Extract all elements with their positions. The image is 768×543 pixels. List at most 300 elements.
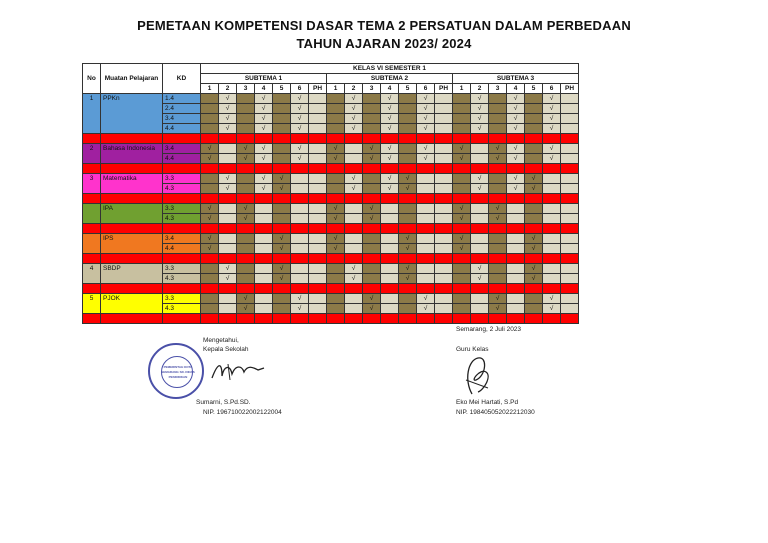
empty-cell [507, 304, 525, 314]
separator-cell [363, 194, 381, 204]
separator-cell [201, 314, 219, 324]
check-cell: √ [471, 124, 489, 134]
separator-cell [489, 224, 507, 234]
empty-cell [363, 104, 381, 114]
kd-code: 4.4 [163, 154, 201, 164]
empty-cell [327, 94, 345, 104]
subject-name: IPS [101, 234, 163, 254]
table-row [83, 294, 579, 304]
empty-cell [435, 144, 453, 154]
empty-cell [309, 214, 327, 224]
check-cell: √ [327, 204, 345, 214]
empty-cell [309, 304, 327, 314]
check-cell: √ [453, 144, 471, 154]
empty-cell [561, 264, 579, 274]
separator-cell [83, 224, 101, 234]
empty-cell [255, 274, 273, 284]
separator-cell [163, 134, 201, 144]
header-lesson-col: 2 [219, 84, 237, 94]
check-cell: √ [345, 264, 363, 274]
check-cell: √ [219, 174, 237, 184]
subject-number: 5 [83, 294, 101, 314]
kd-code: 3.4 [163, 114, 201, 124]
empty-cell [327, 114, 345, 124]
empty-cell [381, 274, 399, 284]
check-cell: √ [381, 184, 399, 194]
separator-row [83, 314, 579, 324]
check-cell: √ [381, 144, 399, 154]
separator-cell [435, 134, 453, 144]
check-cell: √ [399, 274, 417, 284]
principal-role: Kepala Sekolah [203, 346, 249, 353]
check-cell: √ [219, 274, 237, 284]
empty-cell [525, 154, 543, 164]
check-cell: √ [363, 154, 381, 164]
separator-cell [525, 224, 543, 234]
separator-cell [309, 164, 327, 174]
empty-cell [219, 234, 237, 244]
separator-cell [273, 194, 291, 204]
check-cell: √ [219, 114, 237, 124]
empty-cell [471, 294, 489, 304]
separator-cell [163, 254, 201, 264]
empty-cell [273, 114, 291, 124]
separator-cell [435, 194, 453, 204]
separator-cell [489, 134, 507, 144]
empty-cell [561, 304, 579, 314]
separator-cell [101, 224, 163, 234]
principal-nip: NIP. 196710022002122004 [203, 409, 282, 416]
empty-cell [201, 274, 219, 284]
header-lesson-col: 3 [489, 84, 507, 94]
separator-cell [83, 284, 101, 294]
separator-cell [163, 164, 201, 174]
empty-cell [327, 264, 345, 274]
check-cell: √ [345, 94, 363, 104]
check-cell: √ [471, 114, 489, 124]
empty-cell [345, 304, 363, 314]
separator-cell [507, 194, 525, 204]
check-cell: √ [507, 94, 525, 104]
check-cell: √ [219, 124, 237, 134]
empty-cell [453, 294, 471, 304]
empty-cell [309, 204, 327, 214]
separator-cell [381, 254, 399, 264]
separator-row [83, 284, 579, 294]
header-no: No [83, 64, 101, 94]
separator-cell [309, 224, 327, 234]
separator-cell [561, 134, 579, 144]
empty-cell [471, 154, 489, 164]
header-lesson-col: 3 [363, 84, 381, 94]
empty-cell [381, 304, 399, 314]
header-lesson-col: 1 [453, 84, 471, 94]
empty-cell [435, 104, 453, 114]
separator-cell [345, 284, 363, 294]
separator-cell [201, 224, 219, 234]
empty-cell [525, 214, 543, 224]
empty-cell [291, 184, 309, 194]
check-cell: √ [273, 184, 291, 194]
empty-cell [381, 264, 399, 274]
separator-cell [237, 254, 255, 264]
separator-cell [309, 194, 327, 204]
empty-cell [489, 114, 507, 124]
separator-cell [255, 134, 273, 144]
separator-cell [273, 314, 291, 324]
empty-cell [219, 214, 237, 224]
empty-cell [471, 144, 489, 154]
separator-cell [291, 314, 309, 324]
check-cell: √ [291, 294, 309, 304]
check-cell: √ [507, 174, 525, 184]
kd-code: 1.4 [163, 94, 201, 104]
table-row [83, 234, 579, 244]
check-cell: √ [327, 144, 345, 154]
separator-cell [471, 164, 489, 174]
kd-code: 4.3 [163, 184, 201, 194]
separator-cell [453, 164, 471, 174]
check-cell: √ [219, 264, 237, 274]
empty-cell [201, 294, 219, 304]
separator-cell [471, 314, 489, 324]
subject-number: 2 [83, 144, 101, 164]
separator-cell [345, 164, 363, 174]
check-cell: √ [201, 214, 219, 224]
check-cell: √ [507, 104, 525, 114]
separator-cell [507, 134, 525, 144]
separator-cell [471, 134, 489, 144]
stamp-text: PEMERINTAH KOTA SEMARANG SD. DINAS PENDIDIKAN [161, 365, 195, 379]
empty-cell [381, 294, 399, 304]
check-cell: √ [381, 124, 399, 134]
check-cell: √ [345, 184, 363, 194]
empty-cell [291, 244, 309, 254]
empty-cell [327, 174, 345, 184]
empty-cell [525, 144, 543, 154]
separator-cell [101, 164, 163, 174]
separator-cell [399, 164, 417, 174]
separator-cell [363, 134, 381, 144]
empty-cell [291, 174, 309, 184]
separator-cell [219, 164, 237, 174]
empty-cell [417, 244, 435, 254]
acknowledged-label: Mengetahui, [203, 337, 239, 344]
separator-cell [237, 284, 255, 294]
separator-cell [471, 194, 489, 204]
header-lesson-col: 3 [237, 84, 255, 94]
empty-cell [489, 244, 507, 254]
header-lesson-col: 1 [327, 84, 345, 94]
separator-cell [435, 164, 453, 174]
empty-cell [237, 234, 255, 244]
separator-cell [83, 254, 101, 264]
empty-cell [237, 264, 255, 274]
separator-cell [489, 254, 507, 264]
separator-cell [489, 314, 507, 324]
empty-cell [327, 274, 345, 284]
empty-cell [399, 304, 417, 314]
separator-cell [363, 314, 381, 324]
empty-cell [381, 204, 399, 214]
empty-cell [399, 144, 417, 154]
empty-cell [507, 294, 525, 304]
empty-cell [309, 174, 327, 184]
header-lesson-col: 5 [399, 84, 417, 94]
check-cell: √ [471, 264, 489, 274]
check-cell: √ [255, 114, 273, 124]
place-date: Semarang, 2 Juli 2023 [456, 326, 522, 333]
empty-cell [327, 124, 345, 134]
separator-cell [381, 164, 399, 174]
empty-cell [399, 114, 417, 124]
teacher-role: Guru Kelas [456, 346, 489, 353]
empty-cell [381, 244, 399, 254]
empty-cell [345, 234, 363, 244]
empty-cell [327, 294, 345, 304]
separator-cell [309, 314, 327, 324]
empty-cell [273, 124, 291, 134]
empty-cell [543, 204, 561, 214]
empty-cell [435, 114, 453, 124]
empty-cell [345, 204, 363, 214]
separator-cell [525, 134, 543, 144]
separator-cell [381, 194, 399, 204]
separator-row [83, 224, 579, 234]
empty-cell [291, 234, 309, 244]
check-cell: √ [507, 124, 525, 134]
empty-cell [363, 124, 381, 134]
empty-cell [237, 184, 255, 194]
empty-cell [273, 104, 291, 114]
subject-number [83, 204, 101, 224]
separator-cell [327, 134, 345, 144]
separator-cell [201, 194, 219, 204]
empty-cell [237, 274, 255, 284]
empty-cell [471, 204, 489, 214]
check-cell: √ [507, 184, 525, 194]
separator-cell [237, 314, 255, 324]
check-cell: √ [543, 104, 561, 114]
kd-code: 3.3 [163, 174, 201, 184]
empty-cell [219, 144, 237, 154]
empty-cell [453, 104, 471, 114]
check-cell: √ [471, 94, 489, 104]
check-cell: √ [237, 204, 255, 214]
separator-cell [291, 254, 309, 264]
check-cell: √ [417, 304, 435, 314]
empty-cell [201, 124, 219, 134]
check-cell: √ [381, 154, 399, 164]
empty-cell [363, 184, 381, 194]
check-cell: √ [237, 294, 255, 304]
teacher-signature [458, 350, 498, 400]
separator-cell [345, 194, 363, 204]
separator-cell [471, 224, 489, 234]
empty-cell [273, 94, 291, 104]
kd-code: 2.4 [163, 104, 201, 114]
check-cell: √ [525, 274, 543, 284]
teacher-name: Eko Mei Hartati, S.Pd [456, 399, 519, 406]
empty-cell [561, 174, 579, 184]
check-cell: √ [291, 94, 309, 104]
separator-cell [237, 134, 255, 144]
check-cell: √ [525, 174, 543, 184]
separator-cell [327, 164, 345, 174]
empty-cell [291, 214, 309, 224]
header-lesson-col: 2 [345, 84, 363, 94]
check-cell: √ [525, 264, 543, 274]
separator-cell [507, 314, 525, 324]
separator-cell [399, 314, 417, 324]
separator-cell [381, 224, 399, 234]
empty-cell [201, 94, 219, 104]
competency-map-table [82, 63, 579, 324]
separator-cell [417, 284, 435, 294]
separator-row [83, 254, 579, 264]
empty-cell [543, 174, 561, 184]
check-cell: √ [273, 234, 291, 244]
check-cell: √ [237, 144, 255, 154]
empty-cell [309, 124, 327, 134]
empty-cell [561, 124, 579, 134]
separator-cell [273, 164, 291, 174]
separator-cell [471, 254, 489, 264]
kd-code: 4.3 [163, 274, 201, 284]
separator-cell [273, 284, 291, 294]
check-cell: √ [381, 94, 399, 104]
separator-cell [453, 194, 471, 204]
empty-cell [219, 204, 237, 214]
empty-cell [561, 234, 579, 244]
header-lesson-col: 6 [417, 84, 435, 94]
empty-cell [525, 124, 543, 134]
empty-cell [489, 94, 507, 104]
empty-cell [309, 144, 327, 154]
separator-cell [381, 284, 399, 294]
separator-cell [435, 254, 453, 264]
separator-cell [561, 224, 579, 234]
empty-cell [201, 174, 219, 184]
kd-code: 4.4 [163, 124, 201, 134]
check-cell: √ [273, 274, 291, 284]
empty-cell [291, 264, 309, 274]
separator-cell [237, 164, 255, 174]
check-cell: √ [219, 94, 237, 104]
check-cell: √ [417, 124, 435, 134]
separator-cell [543, 314, 561, 324]
separator-cell [255, 314, 273, 324]
empty-cell [201, 114, 219, 124]
empty-cell [543, 234, 561, 244]
separator-cell [273, 224, 291, 234]
separator-cell [453, 224, 471, 234]
separator-cell [309, 284, 327, 294]
separator-cell [291, 164, 309, 174]
empty-cell [309, 244, 327, 254]
separator-cell [83, 164, 101, 174]
separator-cell [255, 194, 273, 204]
empty-cell [471, 214, 489, 224]
empty-cell [255, 244, 273, 254]
separator-cell [83, 194, 101, 204]
separator-row [83, 194, 579, 204]
check-cell: √ [237, 154, 255, 164]
separator-cell [435, 284, 453, 294]
empty-cell [561, 214, 579, 224]
empty-cell [507, 234, 525, 244]
check-cell: √ [201, 234, 219, 244]
check-cell: √ [417, 104, 435, 114]
empty-cell [417, 174, 435, 184]
separator-cell [237, 224, 255, 234]
check-cell: √ [417, 94, 435, 104]
separator-cell [417, 314, 435, 324]
check-cell: √ [345, 104, 363, 114]
check-cell: √ [489, 214, 507, 224]
separator-cell [525, 254, 543, 264]
empty-cell [525, 94, 543, 104]
empty-cell [435, 274, 453, 284]
check-cell: √ [417, 154, 435, 164]
empty-cell [561, 184, 579, 194]
empty-cell [435, 204, 453, 214]
separator-cell [381, 134, 399, 144]
kd-code: 3.4 [163, 144, 201, 154]
school-stamp-seal [148, 343, 204, 399]
separator-cell [201, 134, 219, 144]
teacher-nip: NIP. 198405052022212030 [456, 409, 535, 416]
separator-cell [525, 284, 543, 294]
check-cell: √ [453, 234, 471, 244]
empty-cell [561, 154, 579, 164]
check-cell: √ [399, 264, 417, 274]
separator-cell [237, 194, 255, 204]
check-cell: √ [453, 154, 471, 164]
empty-cell [273, 214, 291, 224]
check-cell: √ [201, 204, 219, 214]
separator-cell [489, 284, 507, 294]
check-cell: √ [543, 94, 561, 104]
empty-cell [561, 204, 579, 214]
separator-cell [327, 194, 345, 204]
empty-cell [399, 124, 417, 134]
empty-cell [435, 294, 453, 304]
empty-cell [219, 304, 237, 314]
empty-cell [453, 304, 471, 314]
check-cell: √ [363, 304, 381, 314]
empty-cell [561, 144, 579, 154]
separator-cell [309, 254, 327, 264]
empty-cell [489, 234, 507, 244]
empty-cell [453, 184, 471, 194]
empty-cell [435, 174, 453, 184]
separator-cell [363, 254, 381, 264]
check-cell: √ [327, 154, 345, 164]
separator-cell [219, 224, 237, 234]
separator-cell [291, 224, 309, 234]
separator-cell [363, 284, 381, 294]
header-lesson-col: 2 [471, 84, 489, 94]
check-cell: √ [399, 184, 417, 194]
check-cell: √ [489, 294, 507, 304]
check-cell: √ [291, 114, 309, 124]
empty-cell [381, 234, 399, 244]
empty-cell [489, 274, 507, 284]
check-cell: √ [327, 234, 345, 244]
empty-cell [525, 304, 543, 314]
check-cell: √ [381, 114, 399, 124]
